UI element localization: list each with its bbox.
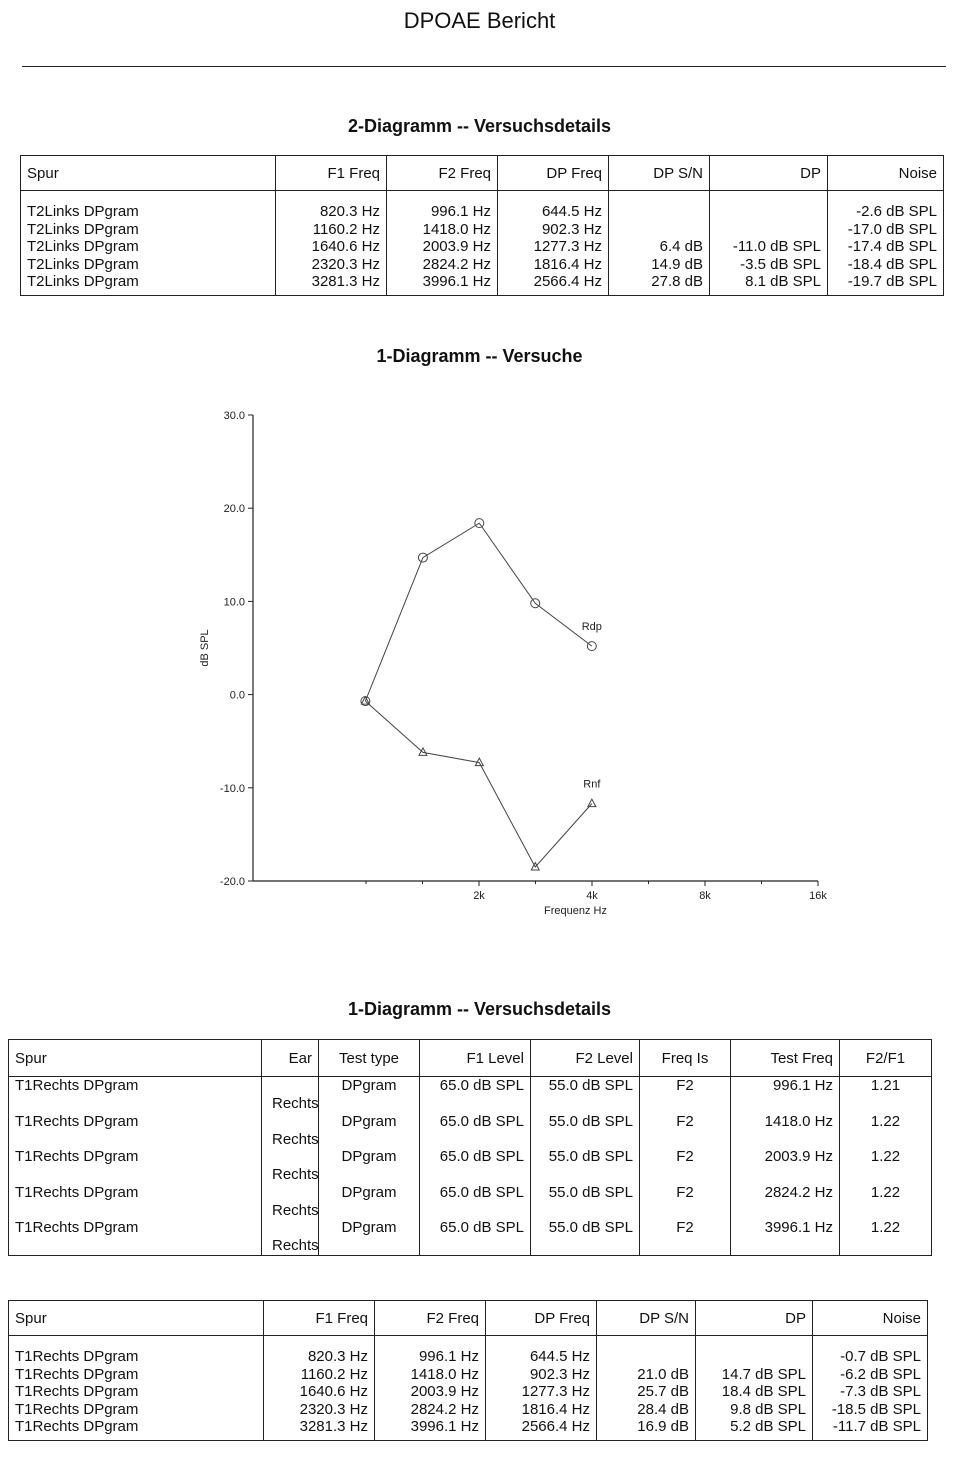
sn-value: 21.0 dB <box>637 1365 689 1383</box>
f2-value: 996.1 Hz <box>418 1348 479 1365</box>
f2-cell <box>375 1336 486 1441</box>
dp-value: 18.4 dB SPL <box>721 1383 806 1400</box>
f2f1-cell <box>840 1077 932 1113</box>
spur-value: T1Rechts DPgram <box>15 1348 139 1365</box>
spur-value: T1Rechts DPgram <box>15 1400 139 1418</box>
sn-cell <box>609 191 710 296</box>
test-type-cell <box>319 1148 420 1184</box>
col-dp-sn: DP S/N <box>597 1301 696 1336</box>
freq-is-cell <box>640 1077 731 1113</box>
test-freq-cell <box>731 1184 840 1220</box>
dp-value: 9.8 dB SPL <box>730 1400 806 1418</box>
ear-cell <box>262 1113 319 1149</box>
f1-value: 1160.2 Hz <box>312 220 380 238</box>
f2-level-cell <box>531 1148 640 1184</box>
col-dp-sn: DP S/N <box>609 156 710 191</box>
noise-value: -11.7 dB SPL <box>832 1418 921 1435</box>
dpf-value: 1277.3 Hz <box>533 238 602 255</box>
header-rule <box>22 66 946 67</box>
dp-value: 5.2 dB SPL <box>730 1418 806 1435</box>
sn-value <box>603 1348 689 1366</box>
sn-value: 25.7 dB <box>637 1383 689 1400</box>
spur-value: T1Rechts DPgram <box>15 1077 139 1094</box>
f1-cell <box>276 191 387 296</box>
test-freq-cell <box>731 1077 840 1113</box>
spur-value: T2Links DPgram <box>27 220 139 238</box>
dpf-value: 644.5 Hz <box>529 1348 590 1365</box>
test-type-value: DPgram <box>341 1112 397 1130</box>
f2f1-value: 1.22 <box>870 1148 901 1165</box>
f2-level-value: 55.0 dB SPL <box>548 1077 633 1094</box>
series-line-rdp <box>365 523 591 701</box>
f2-value: 3996.1 Hz <box>410 1418 479 1435</box>
ear-cell <box>262 1219 319 1255</box>
dpf-value: 1816.4 Hz <box>533 255 602 273</box>
y-tick-label: -20.0 <box>219 876 245 888</box>
sn-value <box>615 221 703 239</box>
spur-value: T2Links DPgram <box>27 255 139 273</box>
table-row <box>9 1077 932 1113</box>
section2-table <box>8 1039 932 1256</box>
col-noise: Noise <box>828 156 944 191</box>
noise-value: -6.2 dB SPL <box>840 1365 921 1383</box>
test-type-value: DPgram <box>341 1077 397 1094</box>
col-f2-level: F2 Level <box>531 1040 640 1077</box>
f2-value: 1418.0 Hz <box>422 220 491 238</box>
test-freq-cell <box>731 1113 840 1149</box>
col-f1-freq: F1 Freq <box>276 156 387 191</box>
f1-level-cell <box>420 1219 531 1255</box>
col-ear: Ear <box>262 1040 319 1077</box>
f2f1-value: 1.22 <box>870 1219 901 1236</box>
table-row <box>9 1336 928 1441</box>
spur-cell <box>9 1184 262 1220</box>
f2f1-cell <box>840 1113 932 1149</box>
f1-level-cell <box>420 1077 531 1113</box>
test-type-cell <box>319 1184 420 1220</box>
f2f1-value: 1.22 <box>870 1183 901 1201</box>
f2-level-cell <box>531 1219 640 1255</box>
series-label-rdp: Rdp <box>581 621 602 634</box>
dpf-cell <box>498 191 609 296</box>
dp-cell <box>710 191 828 296</box>
dpf-value: 2566.4 Hz <box>521 1418 590 1435</box>
f2-level-cell <box>531 1184 640 1220</box>
data-point-rnf <box>588 799 596 807</box>
chart-svg <box>190 400 850 930</box>
dp-value: -11.0 dB SPL <box>732 238 821 255</box>
dpf-value: 902.3 Hz <box>541 220 602 238</box>
f2-level-cell <box>531 1113 640 1149</box>
f1-value: 820.3 Hz <box>307 1348 368 1365</box>
f2-value: 2003.9 Hz <box>410 1383 479 1400</box>
dp-value: -3.5 dB SPL <box>740 255 821 273</box>
ear-value: Rechts <box>272 1201 319 1219</box>
chart-title: 1-Diagramm -- Versuche <box>376 346 583 366</box>
x-tick-label: 2k <box>473 890 485 902</box>
f2f1-cell <box>840 1148 932 1184</box>
y-tick-label: 30.0 <box>223 410 245 422</box>
spur-value: T1Rechts DPgram <box>15 1112 139 1130</box>
dp-value: 8.1 dB SPL <box>745 273 821 290</box>
f1-value: 1640.6 Hz <box>311 238 380 255</box>
series-line-rnf <box>365 701 591 867</box>
series-label-rnf: Rnf <box>583 778 601 791</box>
noise-cell <box>813 1336 928 1441</box>
spur-value: T1Rechts DPgram <box>15 1418 139 1435</box>
test-type-value: DPgram <box>341 1183 397 1201</box>
f2-value: 2824.2 Hz <box>410 1400 479 1418</box>
noise-value: -19.7 dB SPL <box>847 273 937 290</box>
section1-heading: 2-Diagramm -- Versuchsdetails <box>347 116 612 136</box>
freq-is-value: F2 <box>676 1112 694 1130</box>
spur-cell <box>9 1148 262 1184</box>
col-f2-freq: F2 Freq <box>387 156 498 191</box>
x-axis-label: Frequenz Hz <box>544 905 607 917</box>
f1-value: 1160.2 Hz <box>300 1365 368 1383</box>
f1-value: 1640.6 Hz <box>299 1383 368 1400</box>
f1-value: 2320.3 Hz <box>299 1400 368 1418</box>
spur-cell <box>9 1336 264 1441</box>
sn-value: 28.4 dB <box>637 1400 689 1418</box>
test-type-value: DPgram <box>341 1219 397 1236</box>
dpgram-chart <box>190 400 850 930</box>
col-f2-freq: F2 Freq <box>375 1301 486 1336</box>
test-freq-value: 3996.1 Hz <box>764 1219 833 1236</box>
col-test-freq: Test Freq <box>731 1040 840 1077</box>
col-test-type: Test type <box>319 1040 420 1077</box>
test-type-value: DPgram <box>341 1148 397 1165</box>
sn-value: 27.8 dB <box>651 273 703 290</box>
dpf-value: 1816.4 Hz <box>521 1400 590 1418</box>
f2-value: 2003.9 Hz <box>422 238 491 255</box>
data-point-rnf <box>419 748 427 756</box>
noise-value: -18.5 dB SPL <box>831 1400 921 1418</box>
spur-cell <box>9 1219 262 1255</box>
sn-cell <box>597 1336 696 1441</box>
f1-level-value: 65.0 dB SPL <box>439 1148 524 1165</box>
section1-table <box>20 155 944 296</box>
dp-value: 14.7 dB SPL <box>721 1365 806 1383</box>
f1-level-value: 65.0 dB SPL <box>439 1219 524 1236</box>
f2-value: 3996.1 Hz <box>422 273 491 290</box>
col-dp: DP <box>696 1301 813 1336</box>
spur-value: T2Links DPgram <box>27 273 139 290</box>
f2f1-value: 1.21 <box>870 1077 901 1094</box>
spur-value: T1Rechts DPgram <box>15 1183 139 1201</box>
section2-heading: 1-Diagramm -- Versuchsdetails <box>347 999 612 1019</box>
f1-level-value: 65.0 dB SPL <box>439 1183 524 1201</box>
spur-value: T1Rechts DPgram <box>15 1148 139 1165</box>
x-tick-label: 8k <box>699 890 711 902</box>
col-f1-freq: F1 Freq <box>264 1301 375 1336</box>
test-type-cell <box>319 1077 420 1113</box>
x-tick-label: 4k <box>586 890 598 902</box>
dp-value <box>702 1348 806 1366</box>
spur-cell <box>9 1077 262 1113</box>
sn-value: 16.9 dB <box>637 1418 689 1435</box>
f1-value: 2320.3 Hz <box>311 255 380 273</box>
ear-value: Rechts <box>272 1095 319 1112</box>
ear-value: Rechts <box>272 1130 319 1148</box>
f2f1-cell <box>840 1219 932 1255</box>
spur-value: T1Rechts DPgram <box>15 1219 139 1236</box>
table-row <box>9 1148 932 1184</box>
dp-value <box>716 203 821 221</box>
freq-is-value: F2 <box>676 1219 694 1236</box>
col-spur: Spur <box>9 1301 264 1336</box>
dp-cell <box>696 1336 813 1441</box>
sn-value <box>615 203 703 221</box>
spur-cell <box>21 191 276 296</box>
f2-level-value: 55.0 dB SPL <box>548 1219 633 1236</box>
spur-value: T1Rechts DPgram <box>15 1365 139 1383</box>
freq-is-value: F2 <box>676 1148 694 1165</box>
ear-cell <box>262 1148 319 1184</box>
spur-value: T2Links DPgram <box>27 203 139 220</box>
f1-level-cell <box>420 1113 531 1149</box>
ear-cell <box>262 1184 319 1220</box>
f1-level-value: 65.0 dB SPL <box>439 1112 524 1130</box>
table-row <box>9 1219 932 1255</box>
x-tick-label: 16k <box>809 890 827 902</box>
y-tick-label: 10.0 <box>223 596 245 609</box>
f2f1-value: 1.22 <box>870 1112 901 1130</box>
section3-table <box>8 1300 928 1441</box>
y-axis-label: dB SPL <box>199 629 211 667</box>
col-dp-freq: DP Freq <box>486 1301 597 1336</box>
dpf-value: 1277.3 Hz <box>521 1383 590 1400</box>
test-freq-cell <box>731 1148 840 1184</box>
f2-value: 1418.0 Hz <box>410 1365 479 1383</box>
f1-cell <box>264 1336 375 1441</box>
noise-value: -17.0 dB SPL <box>847 220 937 238</box>
f2-level-cell <box>531 1077 640 1113</box>
col-spur: Spur <box>9 1040 262 1077</box>
col-f1-level: F1 Level <box>420 1040 531 1077</box>
f1-level-value: 65.0 dB SPL <box>439 1077 524 1094</box>
spur-cell <box>9 1113 262 1149</box>
page-title: DPOAE Bericht <box>403 8 556 33</box>
y-tick-label: -10.0 <box>219 782 245 795</box>
sn-value: 6.4 dB <box>659 238 703 255</box>
sn-value: 14.9 dB <box>651 255 703 273</box>
test-freq-value: 996.1 Hz <box>772 1077 833 1094</box>
freq-is-value: F2 <box>676 1077 694 1094</box>
freq-is-cell <box>640 1184 731 1220</box>
dpf-value: 902.3 Hz <box>529 1365 590 1383</box>
test-freq-value: 1418.0 Hz <box>764 1112 833 1130</box>
f1-value: 3281.3 Hz <box>299 1418 368 1435</box>
col-spur: Spur <box>21 156 276 191</box>
col-noise: Noise <box>813 1301 928 1336</box>
freq-is-cell <box>640 1219 731 1255</box>
dpf-cell <box>486 1336 597 1441</box>
dp-value <box>716 221 821 239</box>
dpf-value: 644.5 Hz <box>541 203 602 220</box>
table-row <box>9 1113 932 1149</box>
table-row <box>9 1184 932 1220</box>
f2-cell <box>387 191 498 296</box>
f2f1-cell <box>840 1184 932 1220</box>
test-freq-value: 2824.2 Hz <box>764 1183 833 1201</box>
freq-is-cell <box>640 1113 731 1149</box>
f1-value: 820.3 Hz <box>319 203 380 220</box>
col-f2f1: F2/F1 <box>840 1040 932 1077</box>
noise-value: -17.4 dB SPL <box>847 238 937 255</box>
y-tick-label: 20.0 <box>223 503 245 516</box>
noise-cell <box>828 191 944 296</box>
test-type-cell <box>319 1113 420 1149</box>
test-type-cell <box>319 1219 420 1255</box>
col-dp: DP <box>710 156 828 191</box>
ear-cell <box>262 1077 319 1113</box>
y-tick-label: 0.0 <box>229 689 245 702</box>
dpf-value: 2566.4 Hz <box>533 273 602 290</box>
col-freq-is: Freq Is <box>640 1040 731 1077</box>
spur-value: T1Rechts DPgram <box>15 1383 139 1400</box>
noise-value: -7.3 dB SPL <box>840 1383 921 1400</box>
f2-level-value: 55.0 dB SPL <box>548 1112 633 1130</box>
freq-is-value: F2 <box>676 1183 694 1201</box>
table-row <box>21 191 944 296</box>
noise-value: -18.4 dB SPL <box>847 255 937 273</box>
f1-level-cell <box>420 1184 531 1220</box>
f1-level-cell <box>420 1148 531 1184</box>
spur-value: T2Links DPgram <box>27 238 139 255</box>
f2-value: 996.1 Hz <box>430 203 491 220</box>
noise-value: -0.7 dB SPL <box>840 1348 921 1365</box>
noise-value: -2.6 dB SPL <box>856 203 937 220</box>
freq-is-cell <box>640 1148 731 1184</box>
test-freq-cell <box>731 1219 840 1255</box>
f2-level-value: 55.0 dB SPL <box>548 1148 633 1165</box>
f1-value: 3281.3 Hz <box>311 273 380 290</box>
f2-value: 2824.2 Hz <box>422 255 491 273</box>
ear-value: Rechts <box>272 1237 319 1254</box>
f2-level-value: 55.0 dB SPL <box>548 1183 633 1201</box>
ear-value: Rechts <box>272 1166 319 1183</box>
col-dp-freq: DP Freq <box>498 156 609 191</box>
test-freq-value: 2003.9 Hz <box>764 1148 833 1165</box>
